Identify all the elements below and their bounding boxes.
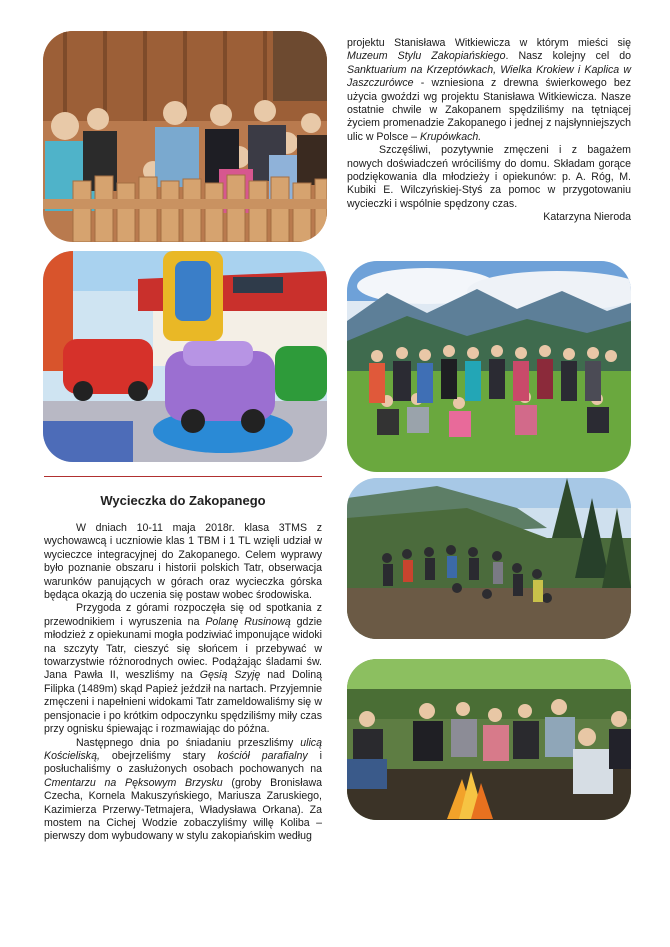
section-divider	[44, 476, 322, 477]
article-title: Wycieczka do Zakopanego	[100, 493, 266, 508]
article-text-column-left	[44, 522, 322, 844]
paragraph-day-two	[44, 737, 322, 844]
text-run: obejrzeliśmy stary	[99, 749, 218, 762]
text-run-italic: Krupówkach.	[420, 130, 482, 143]
photo-mountain-path	[347, 478, 631, 639]
text-run: Następnego dnia po śniadaniu przeszliśmy	[76, 736, 301, 749]
photo-group-fence	[43, 31, 327, 242]
paragraph-day-one	[44, 602, 322, 736]
text-run-italic: kościół parafialny	[217, 749, 308, 762]
text-run-italic: Muzeum Stylu Zakopiańskiego	[347, 50, 506, 63]
paragraph-ending-previous	[347, 37, 631, 144]
text-run: i posłuchaliśmy o zasłużonych osobach pochowanych na	[44, 749, 322, 776]
article-text-column-right	[347, 37, 631, 225]
text-run-italic: ulicą Kościeliską,	[44, 736, 322, 762]
text-run: (groby Bronisława Czecha, Kornela Makuszyńskiego, Mariusza Zaruskiego, Kazimierza Przerwy-Tetmajera, Władysława Orkana). Za mostem na Cichej Wodzie zobaczyliśmy willę Koliba – pierwszy dom wybudowany w stylu zakopiańskim według	[44, 776, 322, 843]
text-run: . Nasz kolejny cel do	[505, 50, 632, 63]
paragraph-intro: W dniach 10-11 maja 2018r. klasa 3TMS z wychowawcą i uczniowie klas 1 TBM i 1 TL wzięli udział w wycieczce integracyjnej do Zakopanego. Celem wyprawy było poznanie obszaru i historii polskich Tatr, obserwacja warunków panujących w górach oraz wycieczka górska będąca okazją do uczenia się postaw wobec środowiska.	[44, 522, 322, 602]
text-run-italic: Gęsią Szyję	[199, 669, 261, 682]
text-run-italic: Polanę Rusinową	[205, 615, 291, 628]
paragraph-thanks: Szczęśliwi, pozytywnie zmęczeni i z bagażem nowych doświadczeń wróciliśmy do domu. Składam gorące podziękowania dla młodzieży i opiekunów: p. A. Róg, M. Kubiki E. Wilczyńskiej-Styś za pomoc w przygotowaniu wycieczki i wspólnie spędzony czas.	[347, 144, 631, 210]
author-signature: Katarzyna Nieroda	[543, 211, 631, 224]
text-run-italic: Cmentarzu na Pęksowym Brzysku	[44, 776, 223, 789]
photo-campfire	[347, 659, 631, 820]
photo-amusement-ride	[43, 251, 327, 462]
photo-mountain-group	[347, 261, 631, 472]
text-run: nad Doliną Filipka (1489m) skąd Papież jeździł na nartach. Przyjemnie zmęczeni i napełnieni widokami Tatr zameldowaliśmy się w pensjonacie i po krótkim odpoczynku spędziliśmy miły czas przy ognisku śpiewając i rozmawiając do późna.	[44, 669, 322, 736]
text-run: - wzniesiona z drewna świerkowego bez użycia gwoździ wg projektu Stanisława Witkiewicza. Nasze ostatnie chwile w Zakopanem spędziliśmy na tętniącej życiem promenadzie Zakopanego i jednej z najsłynniejszych ulic w Polsce –	[347, 77, 631, 143]
text-run: Przygoda z górami rozpoczęła się od spotkania z przewodnikiem i wyruszenia na	[44, 602, 322, 628]
text-run: projektu Stanisława Witkiewicza w którym mieści się	[347, 37, 631, 49]
text-run: gdzie młodzież z opiekunami mogła podziwiać imponujące widoki na szczyty Tatr, cieszyć się słońcem i przebywać w towarzystwie różnorodnych owiec. Podążając śladami św. Jana Pawła II, weszliśmy na	[44, 615, 322, 682]
text-run-italic: Sanktuarium na Krzeptówkach, Wielka Krokiew i Kaplica w Jaszczurówce	[347, 63, 631, 90]
